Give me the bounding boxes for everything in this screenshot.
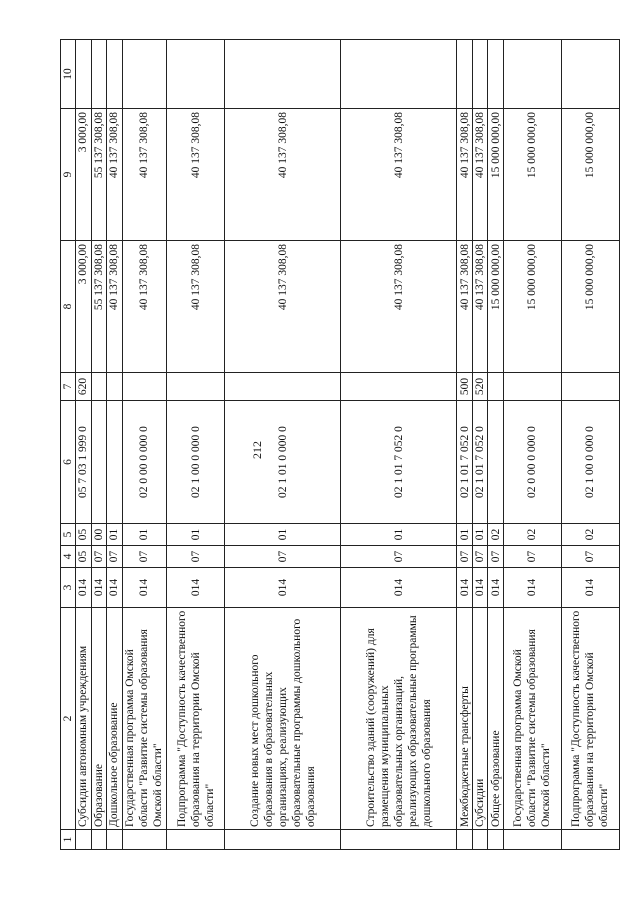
row-index-cell <box>91 830 107 850</box>
admin-code-cell: 014 <box>341 568 457 608</box>
table-row <box>76 40 92 850</box>
column-header-2: 2 <box>61 608 76 830</box>
admin-code-cell: 014 <box>225 568 341 608</box>
page-number: 212 <box>250 441 264 459</box>
col10-cell <box>488 40 504 109</box>
column-header-3: 3 <box>61 568 76 608</box>
amount-cell: 40 137 308,08 <box>167 241 225 373</box>
section-code-cell: 07 <box>341 546 457 568</box>
table-body <box>76 40 620 850</box>
col10-cell <box>91 40 107 109</box>
expense-type-cell <box>561 373 619 401</box>
item-name-cell: Общее образование <box>488 608 504 830</box>
admin-code-cell: 014 <box>122 568 167 608</box>
admin-code-cell: 014 <box>76 568 92 608</box>
expense-type-cell: 620 <box>76 373 92 401</box>
row-index-cell <box>225 830 341 850</box>
amount-cell: 40 137 308,08 <box>472 241 488 373</box>
table-row <box>472 40 488 850</box>
amount-cell: 55 137 308,08 <box>91 241 107 373</box>
admin-code-cell: 014 <box>167 568 225 608</box>
subsection-code-cell: 00 <box>91 524 107 546</box>
item-name-cell: Дошкольное образование <box>107 608 123 830</box>
amount-2-cell: 55 137 308,08 <box>91 109 107 241</box>
column-header-10: 10 <box>61 40 76 109</box>
amount-cell: 40 137 308,08 <box>457 241 473 373</box>
section-code-cell: 07 <box>107 546 123 568</box>
item-name-cell: Строительство зданий (сооружений) для размещения муниципальных образовательных организаций, реализующих образовательные программы дошкольного образования <box>341 608 457 830</box>
table-row <box>122 40 167 850</box>
col10-cell <box>457 40 473 109</box>
row-index-cell <box>472 830 488 850</box>
expense-type-cell <box>91 373 107 401</box>
subsection-code-cell: 01 <box>122 524 167 546</box>
col10-cell <box>472 40 488 109</box>
column-header-1: 1 <box>61 830 76 850</box>
expense-type-cell <box>488 373 504 401</box>
admin-code-cell: 014 <box>488 568 504 608</box>
column-header-9: 9 <box>61 109 76 241</box>
target-article-cell: 02 1 01 7 052 0 <box>472 401 488 524</box>
target-article-cell <box>488 401 504 524</box>
section-code-cell: 07 <box>457 546 473 568</box>
expense-type-cell <box>122 373 167 401</box>
row-index-cell <box>488 830 504 850</box>
section-code-cell: 07 <box>225 546 341 568</box>
amount-2-cell: 40 137 308,08 <box>457 109 473 241</box>
row-index-cell <box>107 830 123 850</box>
row-index-cell <box>122 830 167 850</box>
target-article-cell: 02 1 00 0 000 0 <box>167 401 225 524</box>
col10-cell <box>341 40 457 109</box>
item-name-cell: Подпрограмма "Доступность качественного образования на территории Омской области" <box>561 608 619 830</box>
target-article-cell: 02 0 00 0 000 0 <box>122 401 167 524</box>
amount-2-cell: 15 000 000,00 <box>488 109 504 241</box>
table-row <box>107 40 123 850</box>
amount-2-cell: 40 137 308,08 <box>107 109 123 241</box>
item-name-cell: Государственная программа Омской области "Развитие системы образования Омской области" <box>122 608 167 830</box>
col10-cell <box>122 40 167 109</box>
expense-type-cell <box>341 373 457 401</box>
amount-cell: 15 000 000,00 <box>561 241 619 373</box>
expense-type-cell <box>225 373 341 401</box>
expense-type-cell: 520 <box>472 373 488 401</box>
admin-code-cell: 014 <box>503 568 561 608</box>
column-header-8: 8 <box>61 241 76 373</box>
section-code-cell: 07 <box>167 546 225 568</box>
amount-cell: 15 000 000,00 <box>503 241 561 373</box>
expense-type-cell <box>167 373 225 401</box>
subsection-code-cell: 01 <box>341 524 457 546</box>
subsection-code-cell: 01 <box>225 524 341 546</box>
column-header-6: 6 <box>61 401 76 524</box>
admin-code-cell: 014 <box>91 568 107 608</box>
table-row <box>167 40 225 850</box>
column-header-4: 4 <box>61 546 76 568</box>
amount-2-cell: 40 137 308,08 <box>341 109 457 241</box>
header-row <box>61 40 76 850</box>
row-index-cell <box>341 830 457 850</box>
section-code-cell: 07 <box>488 546 504 568</box>
item-name-cell: Субсидии автономным учреждениям <box>76 608 92 830</box>
budget-table <box>60 39 620 850</box>
target-article-cell: 02 1 01 0 000 0 <box>225 401 341 524</box>
col10-cell <box>225 40 341 109</box>
rotated-table-wrapper <box>60 40 620 850</box>
col10-cell <box>76 40 92 109</box>
amount-cell: 40 137 308,08 <box>122 241 167 373</box>
section-code-cell: 07 <box>561 546 619 568</box>
item-name-cell: Межбюджетные трансферты <box>457 608 473 830</box>
subsection-code-cell: 01 <box>167 524 225 546</box>
col10-cell <box>503 40 561 109</box>
target-article-cell <box>107 401 123 524</box>
amount-2-cell: 15 000 000,00 <box>503 109 561 241</box>
admin-code-cell: 014 <box>107 568 123 608</box>
target-article-cell: 02 1 01 7 052 0 <box>341 401 457 524</box>
amount-2-cell: 40 137 308,08 <box>472 109 488 241</box>
column-header-7: 7 <box>61 373 76 401</box>
subsection-code-cell: 02 <box>561 524 619 546</box>
col10-cell <box>561 40 619 109</box>
target-article-cell: 02 1 01 7 052 0 <box>457 401 473 524</box>
column-header-5: 5 <box>61 524 76 546</box>
section-code-cell: 05 <box>76 546 92 568</box>
section-code-cell: 07 <box>472 546 488 568</box>
subsection-code-cell: 05 <box>76 524 92 546</box>
amount-cell: 3 000,00 <box>76 241 92 373</box>
target-article-cell <box>91 401 107 524</box>
amount-cell: 40 137 308,08 <box>107 241 123 373</box>
table-row <box>457 40 473 850</box>
item-name-cell: Субсидии <box>472 608 488 830</box>
expense-type-cell <box>503 373 561 401</box>
amount-cell: 15 000 000,00 <box>488 241 504 373</box>
col10-cell <box>107 40 123 109</box>
item-name-cell: Создание новых мест дошкольного образования в образовательных организациях, реализующих образовательные программы дошкольного образования <box>225 608 341 830</box>
target-article-cell: 02 1 00 0 000 0 <box>561 401 619 524</box>
table-row <box>91 40 107 850</box>
subsection-code-cell: 01 <box>457 524 473 546</box>
table-row <box>341 40 457 850</box>
amount-2-cell: 15 000 000,00 <box>561 109 619 241</box>
admin-code-cell: 014 <box>561 568 619 608</box>
amount-cell: 40 137 308,08 <box>225 241 341 373</box>
item-name-cell: Образование <box>91 608 107 830</box>
item-name-cell: Подпрограмма "Доступность качественного образования на территории Омской области" <box>167 608 225 830</box>
subsection-code-cell: 01 <box>107 524 123 546</box>
section-code-cell: 07 <box>91 546 107 568</box>
col10-cell <box>167 40 225 109</box>
target-article-cell: 02 0 00 0 000 0 <box>503 401 561 524</box>
subsection-code-cell: 02 <box>488 524 504 546</box>
amount-2-cell: 40 137 308,08 <box>167 109 225 241</box>
amount-2-cell: 40 137 308,08 <box>225 109 341 241</box>
expense-type-cell: 500 <box>457 373 473 401</box>
amount-cell: 40 137 308,08 <box>341 241 457 373</box>
admin-code-cell: 014 <box>457 568 473 608</box>
table-row <box>561 40 619 850</box>
row-index-cell <box>76 830 92 850</box>
admin-code-cell: 014 <box>472 568 488 608</box>
section-code-cell: 07 <box>503 546 561 568</box>
row-index-cell <box>561 830 619 850</box>
row-index-cell <box>457 830 473 850</box>
item-name-cell: Государственная программа Омской области "Развитие системы образования Омской области" <box>503 608 561 830</box>
table-row <box>488 40 504 850</box>
target-article-cell: 05 7 03 1 999 0 <box>76 401 92 524</box>
subsection-code-cell: 01 <box>472 524 488 546</box>
table-row <box>225 40 341 850</box>
section-code-cell: 07 <box>122 546 167 568</box>
amount-2-cell: 40 137 308,08 <box>122 109 167 241</box>
row-index-cell <box>167 830 225 850</box>
table-row <box>503 40 561 850</box>
expense-type-cell <box>107 373 123 401</box>
subsection-code-cell: 02 <box>503 524 561 546</box>
row-index-cell <box>503 830 561 850</box>
amount-2-cell: 3 000,00 <box>76 109 92 241</box>
